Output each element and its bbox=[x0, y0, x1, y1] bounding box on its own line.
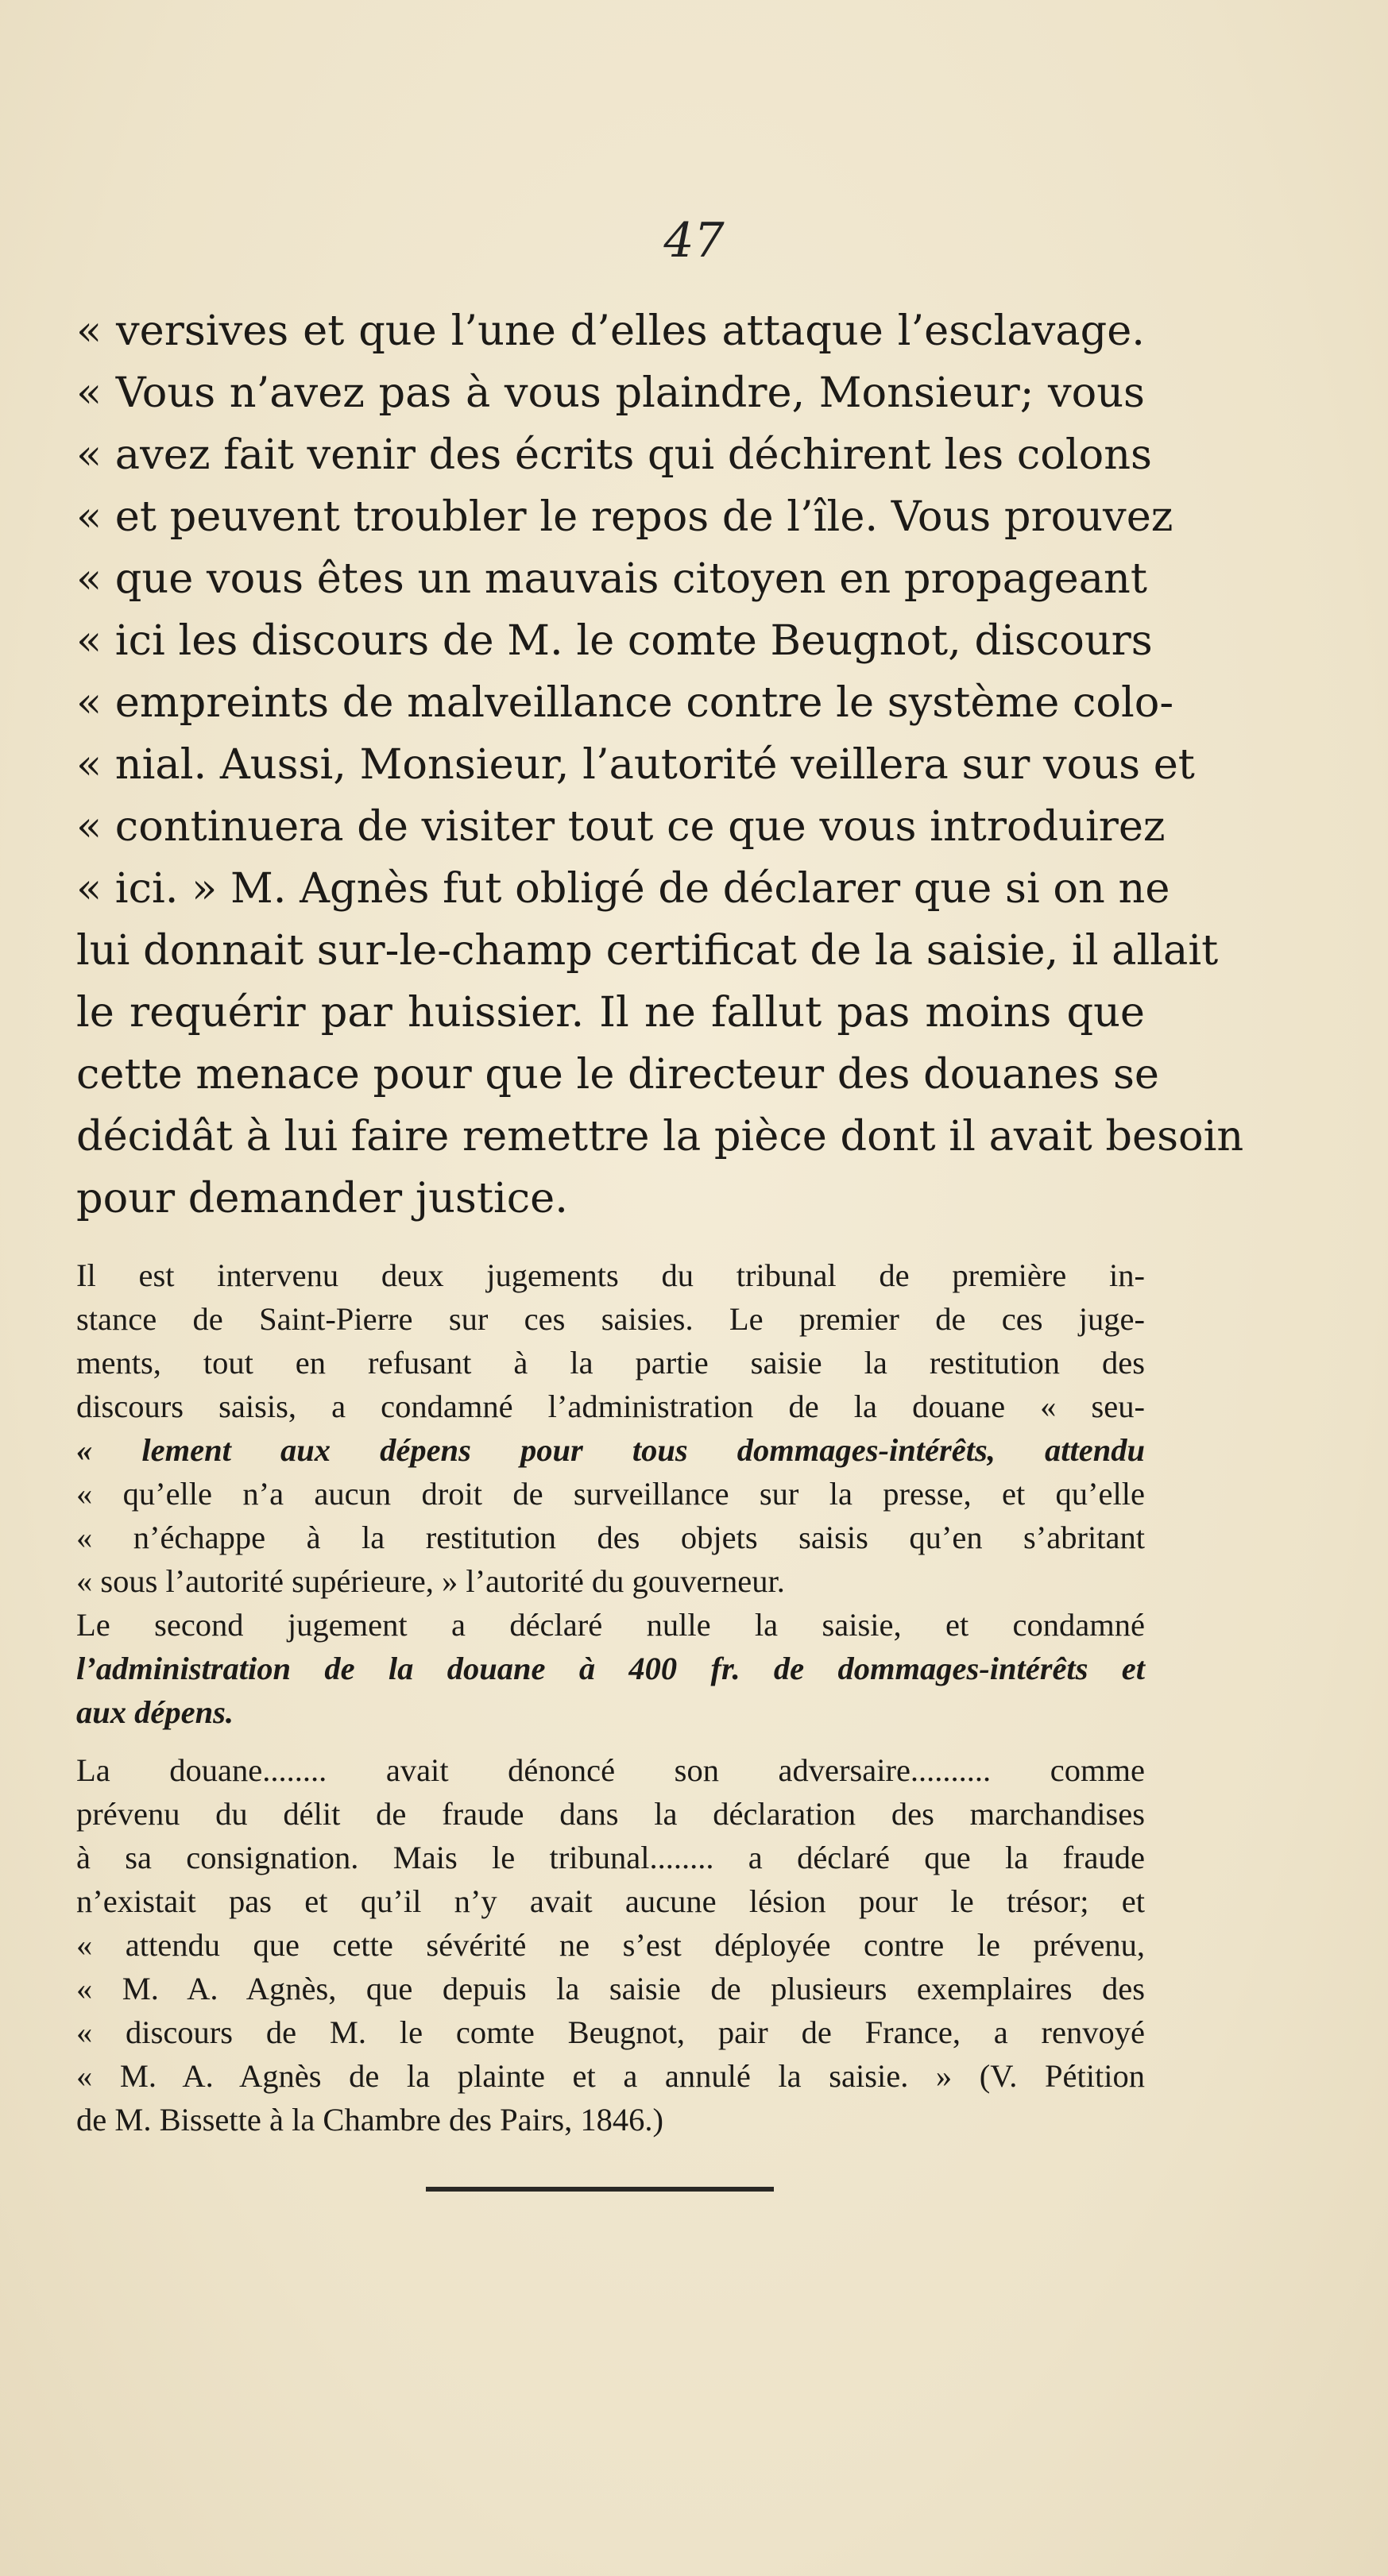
text-line: « que vous êtes un mauvais citoyen en propageant bbox=[76, 554, 1147, 603]
footnote-paragraph-judgments bbox=[76, 1253, 1145, 1603]
page-number: 47 bbox=[663, 213, 725, 268]
main-text-block bbox=[76, 300, 1244, 1230]
footnote-line: discours saisis, a condamné l’administration de la douane « seu- bbox=[76, 1388, 1145, 1424]
text-line: décidât à lui faire remettre la pièce dont il avait besoin bbox=[76, 1112, 1244, 1161]
footnote-line: « attendu que cette sévérité ne s’est déployée contre le prévenu, bbox=[76, 1927, 1145, 1963]
footnote-line: La douane........ avait dénoncé son adversaire.......... comme bbox=[76, 1752, 1145, 1788]
footnote-line: Il est intervenu deux jugements du tribunal de première in- bbox=[76, 1257, 1145, 1293]
footnote-block bbox=[76, 1253, 1145, 2142]
footnote-line: de M. Bissette à la Chambre des Pairs, 1846.) bbox=[76, 2102, 663, 2138]
footnote-line: « discours de M. le comte Beugnot, pair de France, a renvoyé bbox=[76, 2014, 1145, 2050]
text-line: pour demander justice. bbox=[76, 1174, 568, 1222]
text-line: « continuera de visiter tout ce que vous introduirez bbox=[76, 802, 1166, 851]
text-line: cette menace pour que le directeur des douanes se bbox=[76, 1050, 1159, 1099]
footnote-line: ments, tout en refusant à la partie saisie la restitution des bbox=[76, 1345, 1145, 1381]
text-line: « nial. Aussi, Monsieur, l’autorité veillera sur vous et bbox=[76, 740, 1195, 789]
footnote-line: « M. A. Agnès, que depuis la saisie de plusieurs exemplaires des bbox=[76, 1971, 1145, 2006]
footnote-line: « sous l’autorité supérieure, » l’autorité du gouverneur. bbox=[76, 1563, 785, 1599]
text-line: « Vous n’avez pas à vous plaindre, Monsieur; vous bbox=[76, 369, 1145, 417]
text-line: « versives et que l’une d’elles attaque l’esclavage. bbox=[76, 307, 1145, 355]
footnote-line: « qu’elle n’a aucun droit de surveillance sur la presse, et qu’elle bbox=[76, 1476, 1145, 1512]
footnote-line: stance de Saint-Pierre sur ces saisies. Le premier de ces juge- bbox=[76, 1301, 1145, 1337]
footnote-line: « n’échappe à la restitution des objets saisis qu’en s’abritant bbox=[76, 1520, 1145, 1555]
text-line: le requérir par huissier. Il ne fallut pas moins que bbox=[76, 988, 1145, 1037]
footnote-line: Le second jugement a déclaré nulle la saisie, et condamné bbox=[76, 1607, 1145, 1643]
footnote-paragraph-fraud bbox=[76, 1748, 1145, 2142]
footnote-line: prévenu du délit de fraude dans la déclaration des marchandises bbox=[76, 1796, 1145, 1832]
text-line: lui donnait sur-le-champ certificat de la saisie, il allait bbox=[76, 926, 1219, 975]
text-line: « et peuvent troubler le repos de l’île. Vous prouvez bbox=[76, 492, 1173, 541]
footnote-line: « M. A. Agnès de la plainte et a annulé la saisie. » (V. Pétition bbox=[76, 2058, 1145, 2094]
text-line: « ici. » M. Agnès fut obligé de déclarer que si on ne bbox=[76, 864, 1170, 913]
text-line: « ici les discours de M. le comte Beugnot, discours bbox=[76, 616, 1153, 665]
footnote-line: l’administration de la douane à 400 fr. de dommages-intérêts et bbox=[76, 1651, 1145, 1686]
paragraph-gap bbox=[76, 1734, 1145, 1748]
footnote-line: « lement aux dépens pour tous dommages-intérêts, attendu bbox=[76, 1432, 1145, 1468]
footnote-paragraph-second-judgment bbox=[76, 1603, 1145, 1734]
end-rule bbox=[426, 2187, 774, 2192]
footnote-line: aux dépens. bbox=[76, 1694, 234, 1730]
footnote-line: n’existait pas et qu’il n’y avait aucune lésion pour le trésor; et bbox=[76, 1883, 1145, 1919]
text-line: « avez fait venir des écrits qui déchirent les colons bbox=[76, 431, 1153, 479]
footnote-line: à sa consignation. Mais le tribunal........ a déclaré que la fraude bbox=[76, 1840, 1145, 1875]
text-line: « empreints de malveillance contre le système colo- bbox=[76, 678, 1174, 727]
